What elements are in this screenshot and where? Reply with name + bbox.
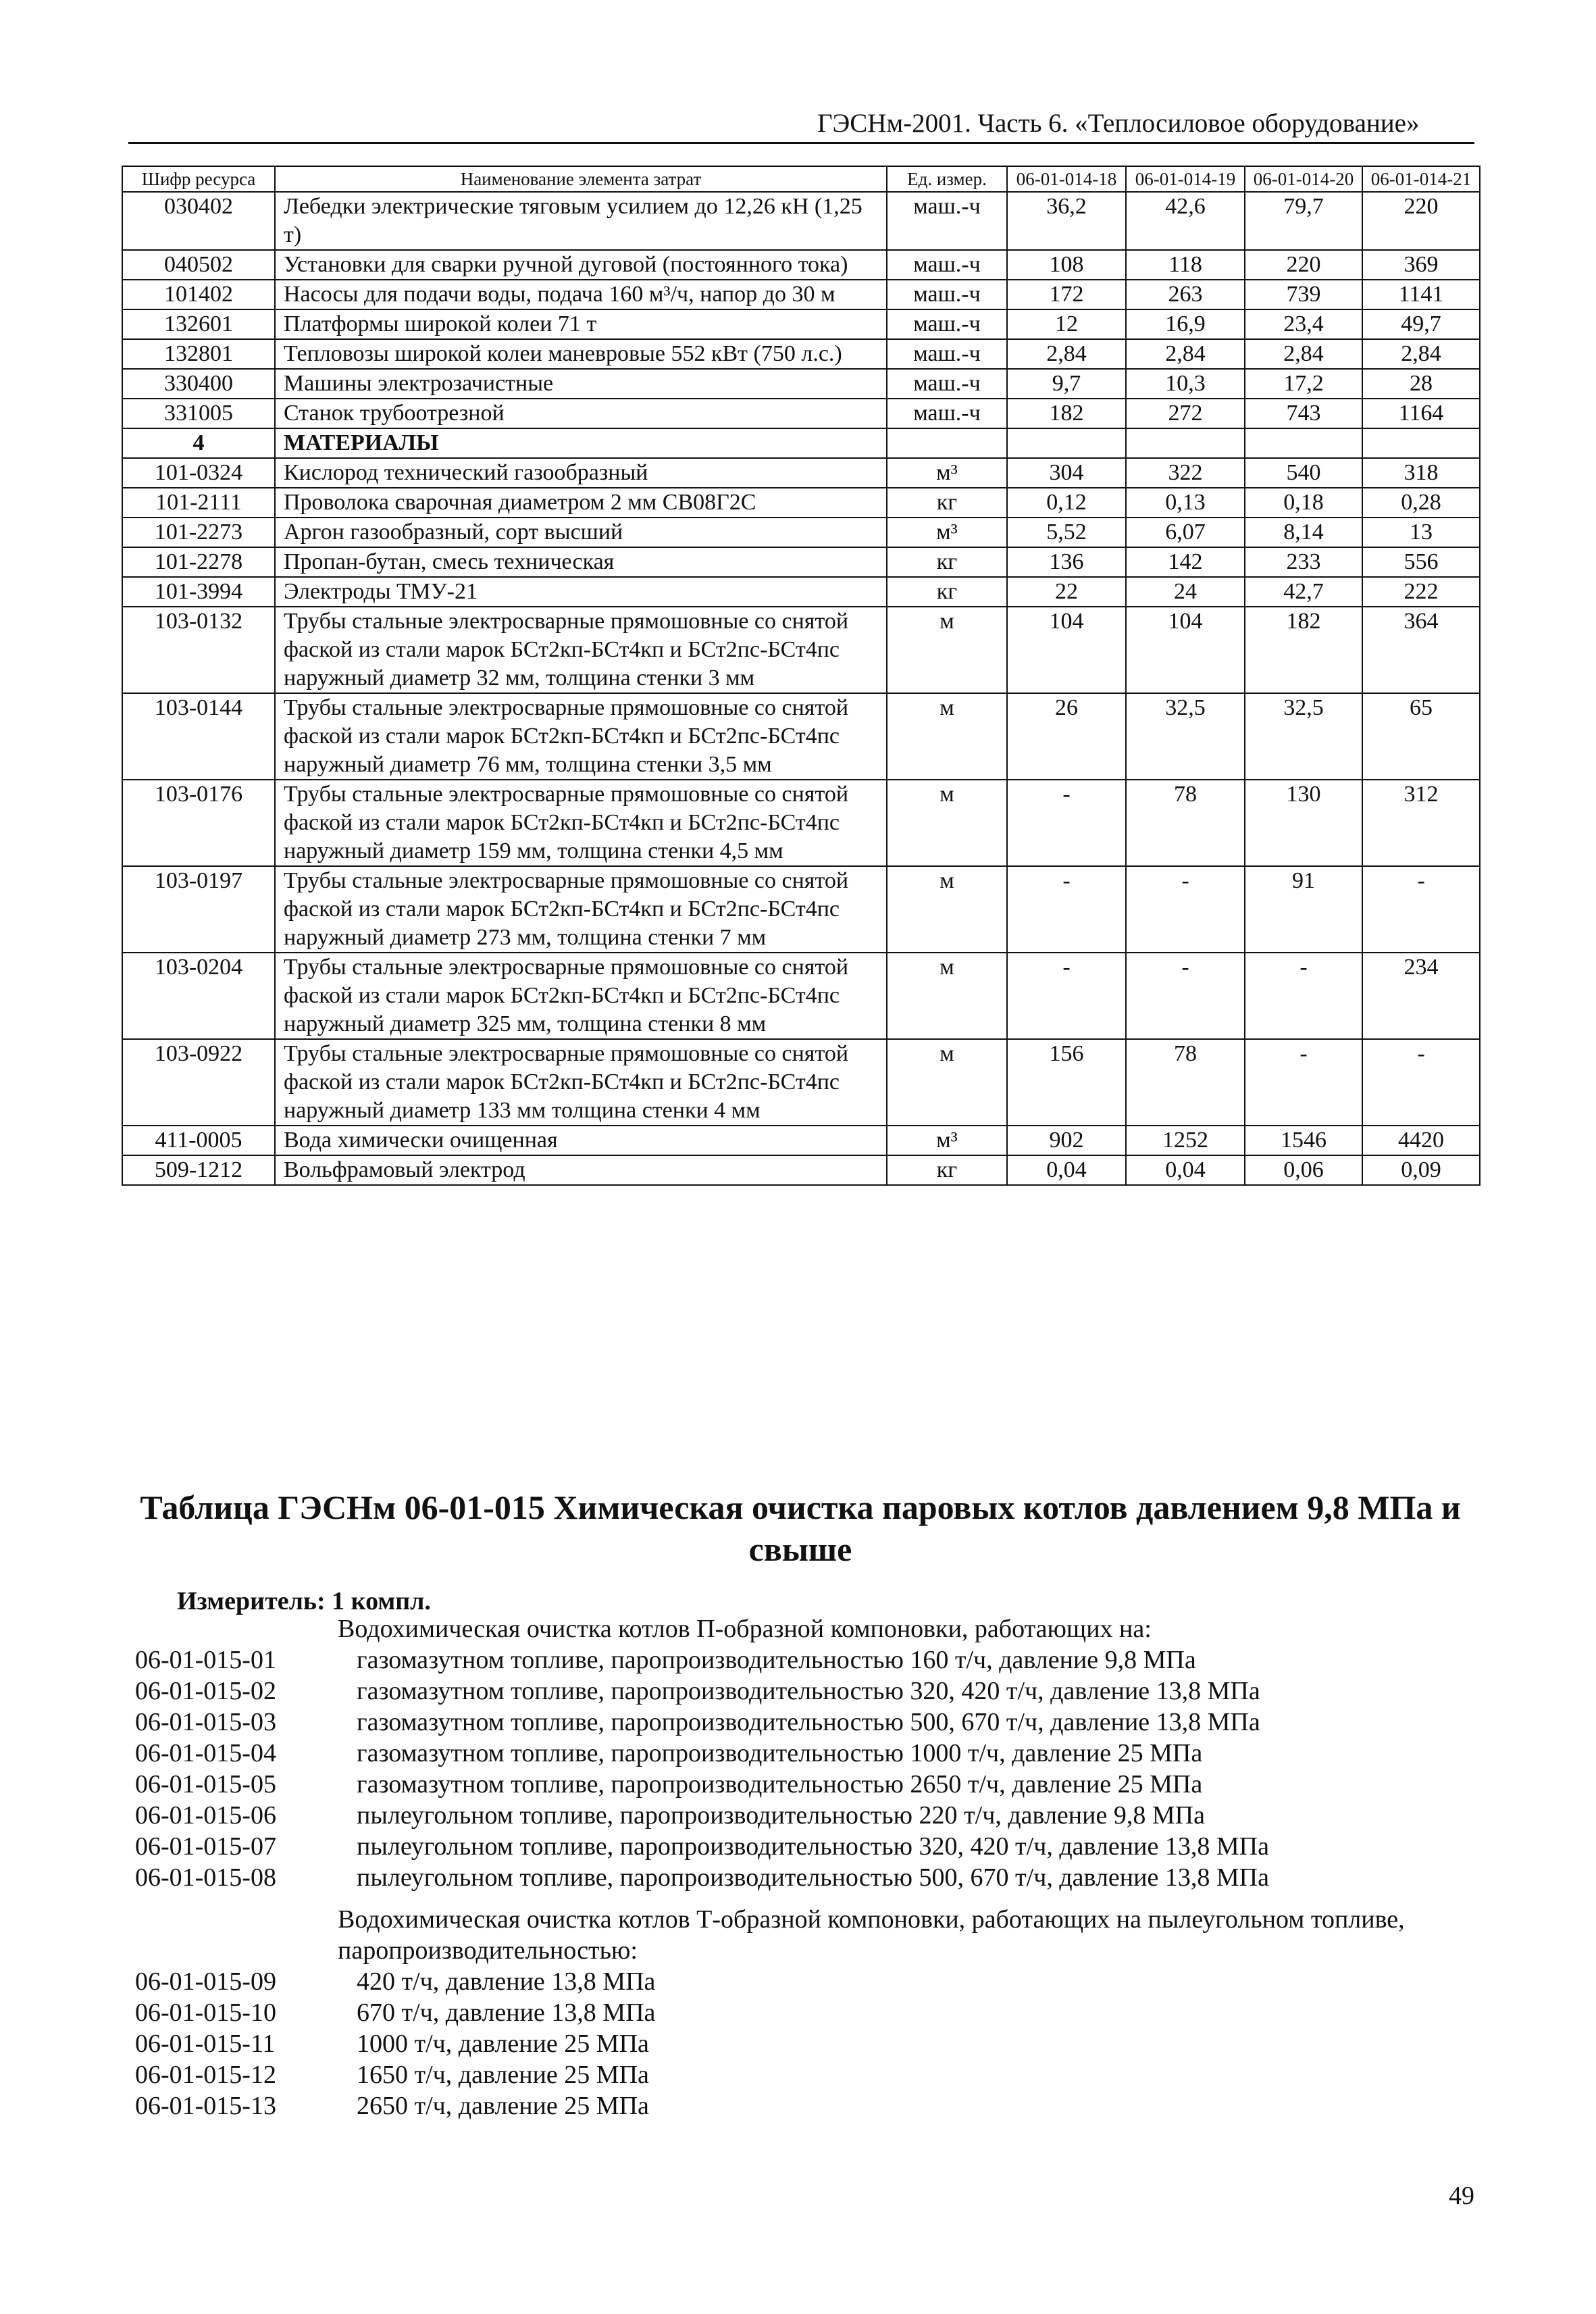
cell-value: 0,28 [1362,488,1480,518]
list-item-code: 06-01-015-13 [135,2092,276,2120]
table-row [122,192,1480,250]
list-item-code: 06-01-015-04 [135,1739,276,1767]
cell-value: 17,2 [1245,369,1362,399]
cell-value: 78 [1126,1039,1245,1126]
cell-value: 743 [1245,399,1362,428]
cell-value: 1546 [1245,1126,1362,1155]
cell-name: Станок трубоотрезной [275,399,887,428]
cell-value: 32,5 [1126,693,1245,780]
cell-code: 101-3994 [122,577,275,607]
table-row [122,280,1480,309]
list-item-code: 06-01-015-12 [135,2061,276,2089]
table-header-row [122,166,1480,192]
cell-value: - [1245,1039,1362,1126]
cell-value: 79,7 [1245,192,1362,250]
list-item-code: 06-01-015-06 [135,1801,276,1830]
cell-name: Трубы стальные электросварные прямошовные со снятой фаской из стали марок БСт2кп-БСт4кп и БСт2пс-БСт4пс наружный диаметр 159 мм, толщина стенки 4,5 мм [275,780,887,866]
cell-code: 101402 [122,280,275,309]
item-list-b [135,1966,655,2121]
cell-value: 182 [1245,607,1362,693]
lead-text-a: Водохимическая очистка котлов П-образной компоновки, работающих на: [338,1615,1152,1643]
cell-name: Насосы для подачи воды, подача 160 м³/ч, напор до 30 м [275,280,887,309]
table-row [122,339,1480,369]
cell-code: 101-2111 [122,488,275,518]
list-item [135,2090,655,2121]
list-item-text: 1650 т/ч, давление 25 МПа [357,2061,649,2089]
cell-value: 78 [1126,780,1245,866]
cell-code: 103-0132 [122,607,275,693]
cell-code: 132601 [122,309,275,339]
col-head-unit: Ед. измер. [887,166,1007,192]
cell-unit: м³ [887,1126,1007,1155]
cell-value: 0,12 [1007,488,1126,518]
table-body [122,192,1480,1185]
cell-value: 13 [1362,518,1480,547]
item-list-a [135,1644,1269,1893]
table-row [122,577,1480,607]
cell-code: 030402 [122,192,275,250]
col-head-v3: 06-01-014-20 [1245,166,1362,192]
list-item-code: 06-01-015-09 [135,1967,276,1996]
list-item-text: газомазутном топливе, паропроизводительностью 320, 420 т/ч, давление 13,8 МПа [357,1677,1260,1705]
table-row [122,547,1480,577]
cell-name: Установки для сварки ручной дуговой (постоянного тока) [275,250,887,280]
cell-value: 902 [1007,1126,1126,1155]
cell-value: 1252 [1126,1126,1245,1155]
cell-value: 108 [1007,250,1126,280]
cell-code: 103-0922 [122,1039,275,1126]
cell-name: МАТЕРИАЛЫ [275,428,887,458]
cell-unit: маш.-ч [887,280,1007,309]
table-row [122,369,1480,399]
list-item [135,1707,1269,1738]
table-row [122,458,1480,488]
cell-value: 0,09 [1362,1155,1480,1185]
table-row [122,518,1480,547]
list-item [135,1738,1269,1769]
cell-value: 91 [1245,866,1362,953]
cell-value: 5,52 [1007,518,1126,547]
cell-code: 103-0197 [122,866,275,953]
cell-value: 42,6 [1126,192,1245,250]
cell-value: 8,14 [1245,518,1362,547]
page-number: 49 [1449,2182,1474,2210]
cell-unit: м [887,866,1007,953]
table-row [122,488,1480,518]
header-rule [128,142,1474,144]
cell-value: 0,04 [1126,1155,1245,1185]
cell-value: 369 [1362,250,1480,280]
cell-name: Вольфрамовый электрод [275,1155,887,1185]
cell-unit: маш.-ч [887,250,1007,280]
cell-name: Трубы стальные электросварные прямошовные со снятой фаской из стали марок БСт2кп-БСт4кп и БСт2пс-БСт4пс наружный диаметр 133 мм толщина стенки 4 мм [275,1039,887,1126]
cell-value: 318 [1362,458,1480,488]
cell-value: 9,7 [1007,369,1126,399]
cell-value: 136 [1007,547,1126,577]
cell-name: Трубы стальные электросварные прямошовные со снятой фаской из стали марок БСт2кп-БСт4кп и БСт2пс-БСт4пс наружный диаметр 273 мм, толщина стенки 7 мм [275,866,887,953]
cell-code: 411-0005 [122,1126,275,1155]
table-row [122,607,1480,693]
table-row [122,1155,1480,1185]
list-item-text: газомазутном топливе, паропроизводительностью 1000 т/ч, давление 25 МПа [357,1739,1203,1767]
list-item-code: 06-01-015-03 [135,1708,276,1736]
cell-value: 739 [1245,280,1362,309]
cell-unit: кг [887,547,1007,577]
cell-value [1362,428,1480,458]
cell-value: 312 [1362,780,1480,866]
cell-value: 222 [1362,577,1480,607]
cell-value: 65 [1362,693,1480,780]
cell-value: 556 [1362,547,1480,577]
cell-name: Машины электрозачистные [275,369,887,399]
cell-unit: м [887,780,1007,866]
cell-value: 272 [1126,399,1245,428]
list-item-code: 06-01-015-10 [135,1998,276,2027]
cell-value: 364 [1362,607,1480,693]
running-header: ГЭСНм-2001. Часть 6. «Теплосиловое оборудование» [817,109,1420,138]
list-item-text: пылеугольном топливе, паропроизводительностью 500, 670 т/ч, давление 13,8 МПа [357,1863,1269,1892]
cell-value: 172 [1007,280,1126,309]
cell-value: 6,07 [1126,518,1245,547]
list-item [135,1644,1269,1676]
lead-text-b: Водохимическая очистка котлов Т-образной компоновки, работающих на пылеугольном топливе, паропроизводительностью: [338,1905,1405,1965]
cell-value: 36,2 [1007,192,1126,250]
list-item-text: 670 т/ч, давление 13,8 МПа [357,1998,656,2027]
cell-name: Электроды ТМУ-21 [275,577,887,607]
cell-value: - [1362,1039,1480,1126]
cell-value [1245,428,1362,458]
cell-name: Лебедки электрические тяговым усилием до 12,26 кН (1,25 т) [275,192,887,250]
cell-value: - [1362,866,1480,953]
cell-value: 104 [1126,607,1245,693]
cell-value: 304 [1007,458,1126,488]
cell-value: 234 [1362,953,1480,1039]
cell-name: Пропан-бутан, смесь техническая [275,547,887,577]
cell-value: 0,04 [1007,1155,1126,1185]
cell-value: 4420 [1362,1126,1480,1155]
cell-code: 101-2273 [122,518,275,547]
list-item-text: 2650 т/ч, давление 25 МПа [357,2092,649,2120]
cell-value: 142 [1126,547,1245,577]
cell-code: 103-0144 [122,693,275,780]
table-row [122,1126,1480,1155]
cell-value: 233 [1245,547,1362,577]
cell-name: Проволока сварочная диаметром 2 мм СВ08Г2С [275,488,887,518]
cell-value [1007,428,1126,458]
cell-value: 28 [1362,369,1480,399]
cell-value: 2,84 [1126,339,1245,369]
cell-value: 220 [1362,192,1480,250]
cell-code: 509-1212 [122,1155,275,1185]
cell-name: Трубы стальные электросварные прямошовные со снятой фаской из стали марок БСт2кп-БСт4кп и БСт2пс-БСт4пс наружный диаметр 32 мм, толщина стенки 3 мм [275,607,887,693]
cell-code: 132801 [122,339,275,369]
table-row [122,428,1480,458]
list-item-text: газомазутном топливе, паропроизводительностью 2650 т/ч, давление 25 МПа [357,1770,1203,1799]
table-row [122,1039,1480,1126]
cell-name: Трубы стальные электросварные прямошовные со снятой фаской из стали марок БСт2кп-БСт4кп и БСт2пс-БСт4пс наружный диаметр 325 мм, толщина стенки 8 мм [275,953,887,1039]
list-item [135,1831,1269,1862]
cell-unit: м [887,953,1007,1039]
cell-value: 0,06 [1245,1155,1362,1185]
cell-value: 0,18 [1245,488,1362,518]
cell-value: - [1007,866,1126,953]
cell-value: 0,13 [1126,488,1245,518]
cell-value: 16,9 [1126,309,1245,339]
col-head-name: Наименование элемента затрат [275,166,887,192]
cell-value: 2,84 [1007,339,1126,369]
cell-name: Трубы стальные электросварные прямошовные со снятой фаской из стали марок БСт2кп-БСт4кп и БСт2пс-БСт4пс наружный диаметр 76 мм, толщина стенки 3,5 мм [275,693,887,780]
cell-value: 322 [1126,458,1245,488]
resource-table [122,166,1481,1186]
cell-value: - [1245,953,1362,1039]
cell-value: 156 [1007,1039,1126,1126]
cell-value: 182 [1007,399,1126,428]
table-row [122,399,1480,428]
cell-unit: м [887,607,1007,693]
list-item [135,1769,1269,1800]
list-item-code: 06-01-015-02 [135,1677,276,1705]
cell-value: 10,3 [1126,369,1245,399]
list-item [135,1800,1269,1831]
cell-unit: кг [887,577,1007,607]
list-item [135,2028,655,2059]
list-item [135,1676,1269,1707]
cell-value: 1164 [1362,399,1480,428]
cell-value: 24 [1126,577,1245,607]
col-head-v4: 06-01-014-21 [1362,166,1480,192]
cell-value: 130 [1245,780,1362,866]
cell-name: Платформы широкой колеи 71 т [275,309,887,339]
cell-value: - [1007,953,1126,1039]
cell-unit: м [887,693,1007,780]
cell-unit: кг [887,1155,1007,1185]
cell-unit: м³ [887,458,1007,488]
col-head-v2: 06-01-014-19 [1126,166,1245,192]
list-item-text: газомазутном топливе, паропроизводительностью 160 т/ч, давление 9,8 МПа [357,1646,1196,1674]
cell-value: 540 [1245,458,1362,488]
list-item-text: 1000 т/ч, давление 25 МПа [357,2030,649,2058]
list-item [135,1862,1269,1893]
table-row [122,780,1480,866]
cell-value: 2,84 [1362,339,1480,369]
cell-code: 040502 [122,250,275,280]
cell-name: Тепловозы широкой колеи маневровые 552 кВт (750 л.с.) [275,339,887,369]
table-row [122,309,1480,339]
cell-code: 331005 [122,399,275,428]
list-item-text: 420 т/ч, давление 13,8 МПа [357,1967,656,1996]
meter-label: Измеритель: 1 компл. [177,1587,431,1615]
cell-code: 4 [122,428,275,458]
cell-value: 49,7 [1362,309,1480,339]
cell-unit: м [887,1039,1007,1126]
cell-value: 118 [1126,250,1245,280]
list-item-text: пылеугольном топливе, паропроизводительностью 320, 420 т/ч, давление 13,8 МПа [357,1832,1269,1861]
table-row [122,250,1480,280]
cell-value: 263 [1126,280,1245,309]
cell-name: Кислород технический газообразный [275,458,887,488]
list-item-text: газомазутном топливе, паропроизводительностью 500, 670 т/ч, давление 13,8 МПа [357,1708,1260,1736]
section-title: Таблица ГЭСНм 06-01-015 Химическая очистка паровых котлов давлением 9,8 МПа и свыше [140,1488,1461,1568]
cell-code: 103-0204 [122,953,275,1039]
cell-unit: маш.-ч [887,369,1007,399]
cell-unit: маш.-ч [887,339,1007,369]
cell-value: 220 [1245,250,1362,280]
cell-value: 42,7 [1245,577,1362,607]
cell-value: 22 [1007,577,1126,607]
cell-value: 2,84 [1245,339,1362,369]
cell-unit: маш.-ч [887,309,1007,339]
cell-name: Аргон газообразный, сорт высший [275,518,887,547]
cell-unit: маш.-ч [887,192,1007,250]
cell-value: - [1007,780,1126,866]
table-row [122,693,1480,780]
list-item-code: 06-01-015-01 [135,1646,276,1674]
table-row [122,866,1480,953]
cell-code: 101-0324 [122,458,275,488]
cell-value: - [1126,953,1245,1039]
cell-value [1126,428,1245,458]
cell-unit: м³ [887,518,1007,547]
list-item-code: 06-01-015-05 [135,1770,276,1799]
cell-unit: кг [887,488,1007,518]
cell-unit [887,428,1007,458]
list-item [135,1997,655,2028]
table-row [122,953,1480,1039]
list-item-code: 06-01-015-07 [135,1832,276,1861]
cell-value: 23,4 [1245,309,1362,339]
cell-value: 32,5 [1245,693,1362,780]
list-item-code: 06-01-015-08 [135,1863,276,1892]
col-head-code: Шифр ресурса [122,166,275,192]
cell-value: 1141 [1362,280,1480,309]
list-item-text: пылеугольном топливе, паропроизводительностью 220 т/ч, давление 9,8 МПа [357,1801,1205,1830]
cell-code: 101-2278 [122,547,275,577]
list-item-code: 06-01-015-11 [135,2030,276,2058]
list-item [135,2059,655,2090]
cell-value: - [1126,866,1245,953]
cell-value: 12 [1007,309,1126,339]
cell-code: 103-0176 [122,780,275,866]
cell-unit: маш.-ч [887,399,1007,428]
cell-value: 26 [1007,693,1126,780]
list-item [135,1966,655,1997]
cell-name: Вода химически очищенная [275,1126,887,1155]
col-head-v1: 06-01-014-18 [1007,166,1126,192]
cell-value: 104 [1007,607,1126,693]
cell-code: 330400 [122,369,275,399]
